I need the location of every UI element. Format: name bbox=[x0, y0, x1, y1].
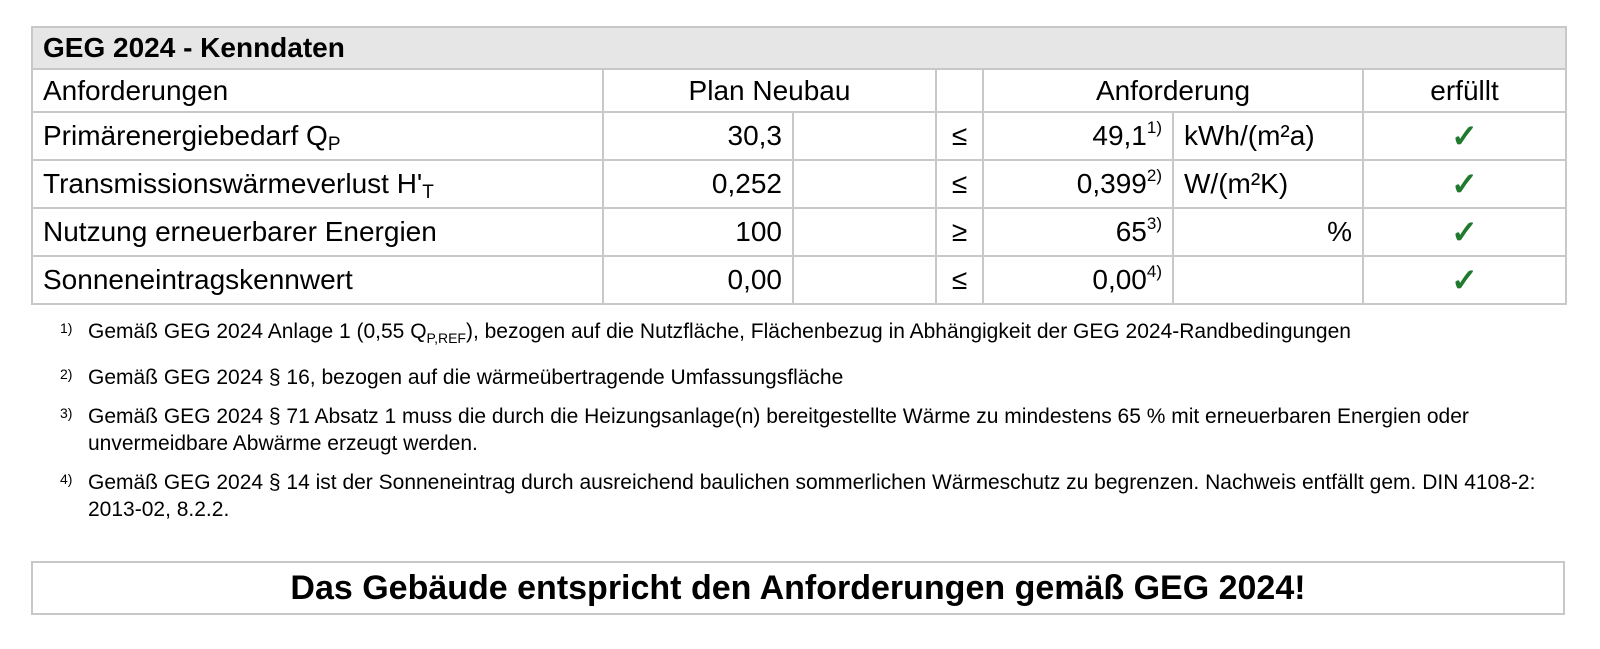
unit: kWh/(m²a) bbox=[1173, 112, 1363, 160]
header-anforderung: Anforderung bbox=[983, 69, 1363, 112]
label-subscript: P bbox=[327, 134, 341, 155]
footnote-text: Gemäß GEG 2024 § 16, bezogen auf die wärmeübertragende Umfassungsfläche bbox=[88, 366, 844, 390]
header-requirements: Anforderungen bbox=[32, 69, 603, 112]
operator: ≤ bbox=[936, 256, 983, 304]
fulfilled-cell bbox=[1363, 208, 1566, 256]
header-plan-neubau: Plan Neubau bbox=[603, 69, 936, 112]
row-label: Primärenergiebedarf $Q_P$ bbox=[32, 112, 603, 160]
requirement-value: 49,1$^{1)}$ bbox=[983, 112, 1173, 160]
footnote-number: 4) bbox=[60, 471, 73, 488]
table-row bbox=[32, 256, 1566, 304]
header-erfuellt: erfüllt bbox=[1363, 69, 1566, 112]
footnote-ref: 1) bbox=[1146, 118, 1162, 137]
operator: ≤ bbox=[936, 112, 983, 160]
check-icon: ✓ bbox=[1451, 166, 1478, 202]
footnote-number: 3) bbox=[60, 405, 73, 422]
plan-value: 30,3 bbox=[603, 112, 793, 160]
fulfilled-cell bbox=[1363, 256, 1566, 304]
fulfilled-cell bbox=[1363, 112, 1566, 160]
plan-value: 0,00 bbox=[603, 256, 793, 304]
operator: ≥ bbox=[936, 208, 983, 256]
table-row bbox=[32, 208, 1566, 256]
kenndaten-table bbox=[31, 26, 1567, 305]
row-label: Nutzung erneuerbarer Energien bbox=[32, 208, 603, 256]
plan-empty-cell bbox=[793, 112, 936, 160]
plan-empty-cell bbox=[793, 256, 936, 304]
row-label: Sonneneintragskennwert bbox=[32, 256, 603, 304]
footnote-ref: 3) bbox=[1146, 214, 1162, 233]
plan-empty-cell bbox=[793, 208, 936, 256]
footnote-text: Gemäß GEG 2024 § 71 Absatz 1 muss die durch die Heizungsanlage(n) bereitgestellte Wärme zu mindestens 65 % mit erneuerbaren Energien oder unvermeidbare Abwärme erzeugt werden. bbox=[88, 405, 1469, 456]
operator: ≤ bbox=[936, 160, 983, 208]
table-row bbox=[32, 160, 1566, 208]
plan-value: 100 bbox=[603, 208, 793, 256]
unit: % bbox=[1173, 208, 1363, 256]
footnote-item bbox=[60, 469, 1580, 523]
check-icon: ✓ bbox=[1451, 118, 1478, 154]
footnote-item bbox=[60, 364, 1580, 391]
unit: W/(m²K) bbox=[1173, 160, 1363, 208]
table-row bbox=[32, 112, 1566, 160]
table-title: GEG 2024 - Kenndaten bbox=[32, 27, 1566, 69]
row-label: Transmissionswärmeverlust $H'_T$ bbox=[32, 160, 603, 208]
check-icon: ✓ bbox=[1451, 214, 1478, 250]
footnote-text: Gemäß GEG 2024 § 14 ist der Sonneneintrag durch ausreichend baulichen sommerlichen Wärmeschutz zu begrenzen. Nachweis entfällt gem. DIN 4108-2: 2013-02, 8.2.2. bbox=[88, 471, 1536, 522]
fulfilled-cell bbox=[1363, 160, 1566, 208]
footnote-text: Gemäß GEG 2024 Anlage 1 (0,55 $Q_{P,REF}$), bezogen auf die Nutzfläche, Flächenbezug in Abhängigkeit der GEG 2024-Randbedingungen bbox=[88, 320, 1351, 347]
footnote-number: 2) bbox=[60, 366, 73, 383]
header-operator-empty bbox=[936, 69, 983, 112]
requirement-value: 0,00$^{4)}$ bbox=[983, 256, 1173, 304]
footnote-item bbox=[60, 403, 1580, 457]
plan-value: 0,252 bbox=[603, 160, 793, 208]
footnotes bbox=[60, 318, 1580, 535]
requirement-value: 0,399$^{2)}$ bbox=[983, 160, 1173, 208]
footnote-ref: 4) bbox=[1146, 262, 1162, 281]
check-icon: ✓ bbox=[1451, 262, 1478, 298]
footnote-item bbox=[60, 318, 1580, 352]
footnote-subscript: P,REF bbox=[426, 330, 466, 347]
requirement-value: 65$^{3)}$ bbox=[983, 208, 1173, 256]
footnote-ref: 2) bbox=[1146, 166, 1162, 185]
compliance-banner: Das Gebäude entspricht den Anforderungen gemäß GEG 2024! bbox=[31, 561, 1565, 615]
footnote-number: 1) bbox=[60, 320, 73, 336]
unit bbox=[1173, 256, 1363, 304]
plan-empty-cell bbox=[793, 160, 936, 208]
label-subscript: T bbox=[422, 182, 434, 203]
